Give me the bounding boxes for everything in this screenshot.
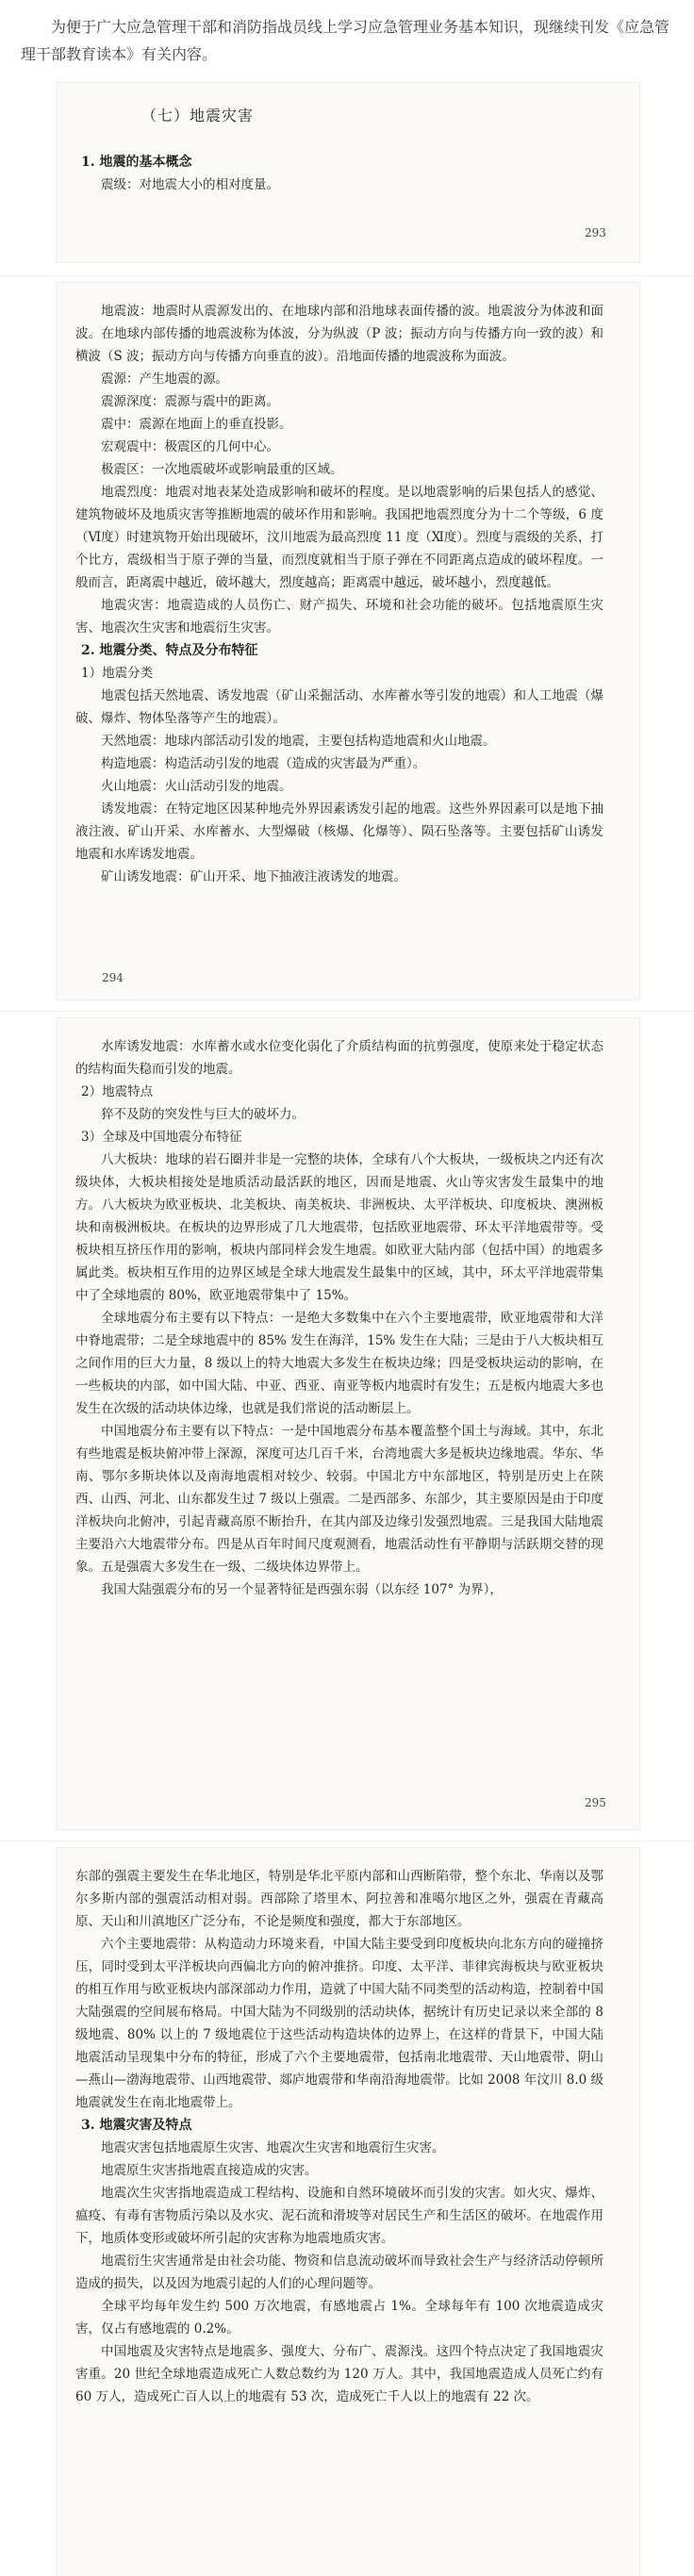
intro-paragraph: 为便于广大应急管理干部和消防指战员线上学习应急管理业务基本知识，现继续刊发《应急管理干部教育读本》有关内容。 — [21, 18, 670, 63]
paragraph: 震中：震源在地面上的垂直投影。 — [101, 417, 292, 432]
subheading: 3）全球及中国地震分布特征 — [81, 1130, 242, 1145]
subheading: 1）地震分类 — [81, 666, 154, 681]
paragraph: 地震原生灾害指地震直接造成的灾害。 — [101, 2163, 318, 2178]
paragraph: 诱发地震：在特定地区因某种地壳外界因素诱发引起的地震。这些外界因素可以是地下抽液注液、矿山开采、水库蓄水、大型爆破（核爆、化爆等）、陨石坠落等。主要包括矿山诱发地震和水库诱发地震。 — [75, 801, 603, 862]
paragraph: 水库诱发地震：水库蓄水或水位变化弱化了介质结构面的抗剪强度，使原来处于稳定状态的结构面失稳而引发的地震。 — [75, 1039, 603, 1077]
page-divider — [0, 1011, 694, 1012]
paragraph: 地震烈度：地震对地表某处造成影响和破坏的程度。是以地震影响的后果包括人的感觉、建筑物破坏及地质灾害等推断地震的破坏作用和影响。我国把地震烈度分为十二个等级，6 度（Ⅵ度）时建筑物开始出现破坏，汶川地震为最高烈度 11 度（Ⅺ度）。烈度与震级的关系，打个比方，震级相当于原子弹的当量，而烈度就相当于原子弹在不同距离点造成的破坏程度。一般而言，距离震中越近，破坏越大，烈度越高；距离震中越远，破坏越小，烈度越低。 — [75, 485, 603, 590]
paragraph: 全球地震分布主要有以下特点：一是绝大多数集中在六个主要地震带，欧亚地震带和大洋中脊地震带；二是全球地震中的 85% 发生在海洋，15% 发生在大陆；三是由于八大板块相互之间作用的巨大力量，8 级以上的特大地震大多发生在板块边缘；四是受板块运动的影响，在一些板块的内部，如中国大陆、中亚、西亚、南亚等板内地震时有发生；五是板内地震大多也发生在次级的活动块体边缘，也就是我们常说的活动断层上。 — [75, 1311, 603, 1416]
paragraph: 中国地震及灾害特点是地震多、强度大、分布广、震源浅。这四个特点决定了我国地震灾害重。20 世纪全球地震造成死亡人数总数约为 120 万人。其中，我国地震造成人员死亡约有 60 万人，造成死亡百人以上的地震有 53 次，造成死亡千人以上的地震有 22 次。 — [75, 2344, 603, 2404]
subheading: 2）地震特点 — [81, 1084, 154, 1099]
paragraph: 地震次生灾害指地震造成工程结构、设施和自然环境破坏而引发的灾害。如火灾、爆炸、瘟疫、有毒有害物质污染以及水灾、泥石流和滑坡等对居民生产和生活区的破坏。在地震作用下，地质体变形或破坏所引起的灾害称为地震地质灾害。 — [75, 2186, 603, 2246]
page-divider — [0, 275, 694, 276]
page-number: 295 — [585, 1796, 606, 1809]
page-294-body — [75, 300, 603, 888]
heading-basic-concepts: 1. 地震的基本概念 — [81, 155, 192, 170]
paragraph: 震级：对地震大小的相对度量。 — [101, 177, 279, 192]
paragraph: 矿山诱发地震：矿山开采、地下抽液注液诱发的地震。 — [101, 869, 406, 884]
page-number: 294 — [102, 971, 124, 984]
heading-classification: 2. 地震分类、特点及分布特征 — [81, 643, 258, 658]
paragraph: 猝不及防的突发性与巨大的破坏力。 — [101, 1107, 305, 1122]
heading-disasters: 3. 地震灾害及特点 — [81, 2118, 192, 2133]
section-title: （七）地震灾害 — [141, 107, 255, 124]
page-296-body — [75, 1865, 603, 2408]
paragraph: 地震灾害包括地震原生灾害、地震次生灾害和地震衍生灾害。 — [101, 2140, 445, 2155]
paragraph: 地震衍生灾害通常是由社会功能、物资和信息流动破坏而导致社会生产与经济活动停顿所造成的损失，以及因为地震引起的人们的心理问题等。 — [75, 2254, 603, 2291]
paragraph: 八大板块：地球的岩石圈并非是一完整的块体，全球有八个大板块，一级板块之内还有次级块体，大板块相接处是地质活动最活跃的地区，因而是地震、火山等灾害发生最集中的地方。八大板块为欧亚板块、北美板块、南美板块、非洲板块、太平洋板块、印度板块、澳洲板块和南极洲板块。在板块的边界形成了几大地震带，包括欧亚地震带、环太平洋地震带等。受板块相互挤压作用的影响，板块内部同样会发生地震。如欧亚大陆内部（包括中国）的地震多属此类。板块相互作用的边界区域是全球大地震发生最集中的区域，其中，环太平洋地震带集中了全球地震的 80%，欧亚地震带集中了 15%。 — [75, 1152, 603, 1303]
paragraph: 地震灾害：地震造成的人员伤亡、财产损失、环境和社会功能的破坏。包括地震原生灾害、地震次生灾害和地震衍生灾害。 — [75, 598, 603, 636]
paragraph: 宏观震中：极震区的几何中心。 — [101, 439, 279, 454]
paragraph: 中国地震分布主要有以下特点：一是中国地震分布基本覆盖整个国土与海域。其中，东北有些地震是板块俯冲带上深源，深度可达几百千米，台湾地震大多是板块边缘地震。华东、华南、鄂尔多斯块体以及南海地震相对较少、较弱。中国北方中东部地区，特别是历史上在陕西、山西、河北、山东都发生过 7 级以上强震。二是西部多、东部少，其主要原因是由于印度洋板块向北俯冲，引起青藏高原不断抬升，在其内部及边缘引发强烈地震。三是我国大陆地震主要沿六大地震带分布。四是从百年时间尺度观测看，地震活动性有平静期与活跃期交替的现象。五是强震大多发生在一级、二级块体边界带上。 — [75, 1424, 603, 1575]
paragraph: 全球平均每年发生约 500 万次地震，有感地震占 1%。全球每年有 100 次地震造成灾害，仅占有感地震的 0.2%。 — [75, 2299, 603, 2337]
paragraph: 震源深度：震源与震中的距离。 — [101, 394, 279, 409]
paragraph: 地震包括天然地震、诱发地震（矿山采掘活动、水库蓄水等引发的地震）和人工地震（爆破、爆炸、物体坠落等产生的地震）。 — [75, 688, 603, 726]
paragraph: 六个主要地震带：从构造动力环境来看，中国大陆主要受到印度板块向北东方向的碰撞挤压，同时受到太平洋板块向西偏北方向的俯冲推挤。印度、太平洋、菲律宾海板块与欧亚板块的相互作用与欧亚板块内部深部动力作用，造就了中国大陆不同类型的活动构造，控制着中国大陆强震的空间展布格局。中国大陆为不同级别的活动块体，据统计有历史记录以来全部的 8 级地震、80% 以上的 7 级地震位于这些活动构造块体的边界上，在这样的背景下，中国大陆地震活动呈现集中分布的特征，形成了六个主要地震带，包括南北地震带、天山地震带、阴山—燕山—渤海地震带、山西地震带、郯庐地震带和华南沿海地震带。比如 2008 年汶川 8.0 级地震就发生在南北地震带上。 — [75, 1937, 603, 2110]
paragraph: 震源：产生地震的源。 — [101, 372, 228, 387]
paragraph: 极震区：一次地震破坏或影响最重的区域。 — [101, 462, 343, 477]
paragraph: 东部的强震主要发生在华北地区，特别是华北平原内部和山西断陷带，整个东北、华南以及鄂尔多斯内部的强震活动相对弱。西部除了塔里木、阿拉善和准噶尔地区之外，强震在青藏高原、天山和川滇地区广泛分布，不论是频度和强度，都大于东部地区。 — [75, 1869, 603, 1929]
page-295-body — [75, 1035, 603, 1601]
paragraph: 我国大陆强震分布的另一个显著特征是西强东弱（以东经 107° 为界）， — [101, 1582, 503, 1597]
page-number: 293 — [585, 226, 606, 239]
paragraph: 火山地震：火山活动引发的地震。 — [101, 779, 292, 794]
paragraph: 天然地震：地球内部活动引发的地震，主要包括构造地震和火山地震。 — [101, 734, 496, 749]
paragraph: 构造地震：构造活动引发的地震（造成的灾害最为严重）。 — [101, 756, 426, 771]
paragraph: 地震波：地震时从震源发出的、在地球内部和沿地球表面传播的波。地震波分为体波和面波。在地球内部传播的地震波称为体波，分为纵波（P 波；振动方向与传播方向一致的波）和横波（S 波；振动方向与传播方向垂直的波）。沿地面传播的地震波称为面波。 — [75, 304, 603, 364]
page-293-body — [75, 151, 603, 196]
